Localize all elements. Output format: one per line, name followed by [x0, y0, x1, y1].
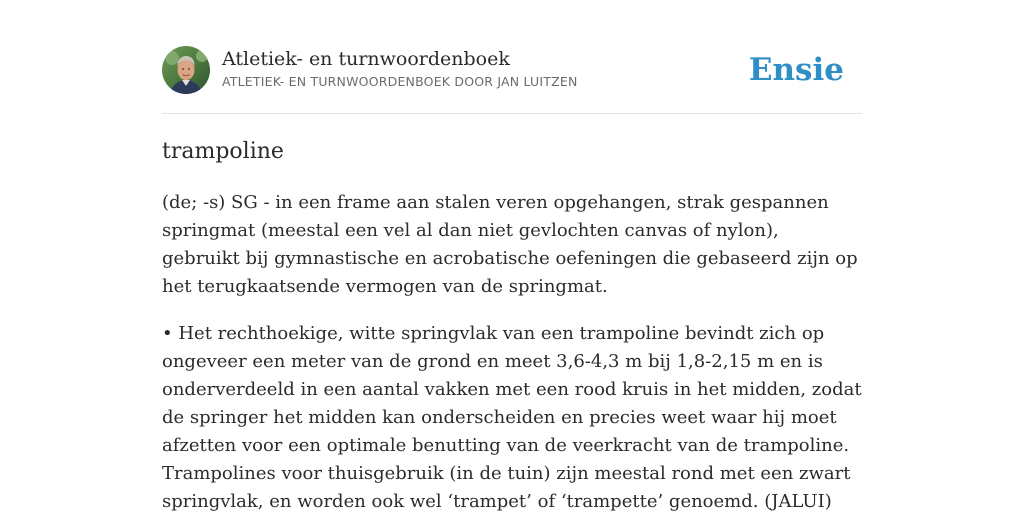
dictionary-title[interactable]: Atletiek- en turnwoordenboek — [222, 48, 510, 70]
entry-article — [162, 136, 862, 512]
dictionary-subtitle: ATLETIEK- EN TURNWOORDENBOEK DOOR JAN LUITZEN — [222, 74, 578, 89]
entry-definition: (de; -s) SG - in een frame aan stalen veren opgehangen, strak gespannen springmat (meestal een vel al dan niet gevlochten canvas of nylon), gebruikt bij gymnastische en acrobatische oefeningen die gebaseerd zijn op het terugkaatsende vermogen van de springmat. — [162, 192, 858, 297]
author-portrait-icon — [162, 46, 210, 94]
author-avatar[interactable] — [162, 46, 210, 94]
ensie-logo-link[interactable]: Ensie — [748, 52, 844, 88]
entry-headword: trampoline — [162, 139, 284, 164]
page-header — [162, 46, 862, 114]
entry-note: • Het rechthoekige, witte springvlak van een trampoline bevindt zich op ongeveer een meter van de grond en meet 3,6-4,3 m bij 1,8-2,15 m en is onderverdeeld in een aantal vakken met een rood kruis in het midden, zodat de springer het midden kan onderscheiden en precies weet waar hij moet afzetten voor een optimale benutting van de veerkracht van de trampoline. Trampolines voor thuisgebruik (in de tuin) zijn meestal rond met een zwart springvlak, en worden ook wel ‘trampet’ of ‘trampette’ genoemd. (JALUI) — [162, 323, 862, 512]
